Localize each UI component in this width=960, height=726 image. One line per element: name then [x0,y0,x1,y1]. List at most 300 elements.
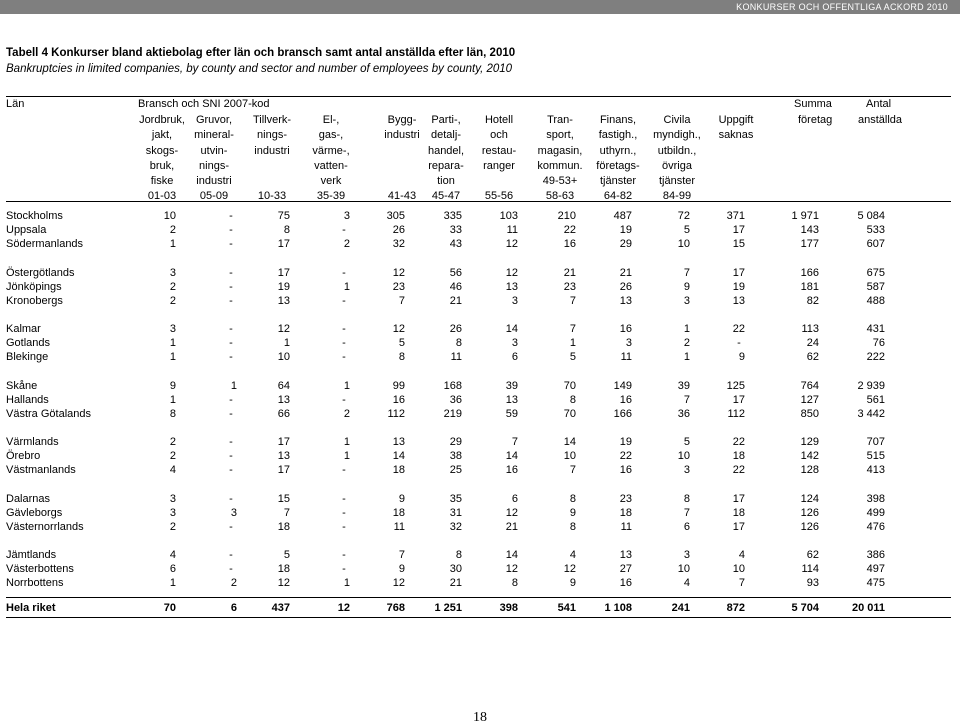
table-cell: 19 [277,280,290,293]
sector-header-line: restau- [481,144,517,157]
table-cell: 7 [569,294,576,307]
rule-header [6,201,951,202]
table-cell: 9 [683,280,690,293]
table-cell: 30 [449,563,462,576]
table-cell: 9 [569,577,576,590]
table-cell: 8 [569,492,576,505]
sector-header-line: 45-47 [431,190,461,203]
sector-header-line: nings- [257,129,287,142]
table-cell: 13 [277,294,290,307]
sector-header-line: värme-, [312,144,350,157]
sector-header-line [696,144,776,159]
table-cell: 149 [613,379,632,392]
table-cell: 5 704 [791,602,819,614]
table-cell: 35 [449,492,462,505]
table-cell: - [342,224,346,237]
sector-header-line: industri [254,144,290,157]
table-cell: 33 [449,224,462,237]
table-cell: - [342,266,346,279]
table-cell: 5 084 [857,210,885,222]
table-cell: 16 [505,464,518,477]
sector-header-line: Bygg- [387,114,417,126]
table-cell: 413 [866,464,885,477]
sector-header-line: 35-39 [316,190,346,203]
table-cell: 18 [277,520,290,533]
table-cell: 99 [392,379,405,392]
table-cell: 241 [671,602,690,614]
table-cell: 1 [683,351,690,364]
sector-header-line: 55-56 [484,190,514,203]
table-cell: 2 [343,238,350,251]
table-cell: 16 [619,323,632,335]
sector-header-line: 64-82 [603,190,633,203]
table-cell: 3 [511,337,518,350]
table-cell: 56 [449,266,462,279]
table-cell: 219 [443,407,462,420]
table-cell: 39 [505,379,518,392]
row-label: Västmanlands [6,464,76,477]
table-cell: - [229,238,233,251]
table-cell: 23 [392,280,405,293]
table-cell: 7 [569,464,576,477]
table-cell: 9 [398,492,405,505]
table-cell: 398 [866,492,885,505]
table-cell: 9 [398,563,405,576]
table-cell: 10 [563,450,576,463]
table-cell: 75 [277,210,290,222]
table-cell: 2 [683,337,690,350]
table-cell: 16 [563,238,576,251]
sector-header-line: 01-03 [147,190,177,203]
table-cell: 36 [449,393,462,406]
row-label: Jönköpings [6,280,62,293]
sector-header-line: tion [437,175,455,188]
table-cell: 181 [800,280,819,293]
table-cell: 76 [872,337,885,350]
table-cell: 13 [732,294,745,307]
sector-header-line: myndigh., [653,129,701,142]
table-cell: 16 [619,464,632,477]
sector-header-line: ranger [483,159,515,172]
table-cell: 29 [449,436,462,448]
row-label: Örebro [6,450,41,463]
table-cell: 15 [277,492,290,505]
table-cell: - [342,323,346,335]
table-cell: 113 [801,323,819,335]
row-label: Kalmar [6,323,41,335]
table-cell: 587 [866,280,885,293]
table-cell: 13 [619,549,632,561]
table-cell: 27 [619,563,632,576]
table-cell: 6 [511,351,518,364]
table-cell: 15 [732,238,745,251]
table-cell: - [342,563,346,576]
table-cell: 19 [619,224,632,237]
table-cell: 29 [619,238,632,251]
table-cell: 3 [683,464,690,477]
sector-header-line [696,189,776,204]
table-cell: 17 [732,393,745,406]
sector-header-line: handel, [427,144,465,157]
sector-header-line: 10-33 [257,190,287,203]
table-cell: 8 [511,577,518,590]
col-header-lan: Län [6,98,25,110]
table-cell: 5 [683,436,690,448]
table-cell: - [342,464,346,477]
table-cell: 62 [806,351,819,364]
table-cell: 124 [800,492,819,505]
sector-header-line: vatten- [314,159,348,172]
table-cell: - [229,294,233,307]
table-cell: 5 [683,224,690,237]
table-cell: 1 [569,337,576,350]
table-cell: 431 [866,323,885,335]
sector-header-line: Uppgift [718,114,754,126]
table-cell: 142 [800,450,819,463]
table-cell: - [229,224,233,237]
table-cell: - [229,563,233,576]
table-cell: 1 [343,436,350,448]
table-cell: 2 939 [857,379,885,392]
table-cell: 850 [800,407,819,420]
table-cell: 36 [677,407,690,420]
sector-header-line: sport, [546,129,574,142]
table-cell: 7 [569,323,576,335]
row-label: Östergötlands [6,266,75,279]
table-cell: 11 [450,351,462,364]
table-cell: 12 [505,266,518,279]
table-cell: 5 [283,549,290,561]
table-cell: 22 [619,450,632,463]
table-cell: 19 [732,280,745,293]
table-cell: 12 [277,577,290,590]
row-label: Västerbottens [6,563,74,576]
table-cell: 166 [613,407,632,420]
table-cell: 13 [277,450,290,463]
table-cell: 70 [563,407,576,420]
sector-header-line: Hotell [484,114,514,126]
table-cell: 70 [563,379,576,392]
table-cell: 11 [620,351,632,364]
table-cell: 1 [283,337,290,350]
row-label: Blekinge [6,351,49,364]
table-cell: - [737,337,741,350]
sector-header [291,113,371,205]
table-cell: 11 [506,224,518,237]
table-cell: 25 [449,464,462,477]
table-cell: 66 [277,407,290,420]
table-cell: 7 [683,506,690,519]
table-cell: - [342,393,346,406]
table-cell: 22 [732,323,745,335]
table-cell: 398 [499,602,518,614]
table-cell: 541 [557,602,576,614]
table-cell: 10 [732,563,745,576]
row-label: Uppsala [6,224,47,237]
sector-header-line: verk [320,175,342,188]
table-cell: 12 [392,266,405,279]
table-cell: - [229,492,233,505]
table-cell: 6 [683,520,690,533]
table-cell: 72 [677,210,690,222]
sector-header-line: uthyrn., [599,144,637,157]
table-cell: 18 [392,506,405,519]
sector-header-line: Tillverk- [252,114,292,126]
table-cell: 21 [449,577,462,590]
table-cell: - [342,294,346,307]
table-cell: 305 [386,210,405,222]
sector-header-line: övriga [662,159,692,172]
sector-header-line: utvin- [200,144,228,157]
table-cell: 39 [677,379,690,392]
table-cell: 128 [800,464,819,477]
table-cell: 12 [563,563,576,576]
col-header-antal-sub: anställda [858,114,903,126]
table-cell: 1 [169,393,176,406]
table-cell: 10 [163,210,176,222]
table-cell: 4 [738,549,745,561]
table-cell: 515 [866,450,885,463]
table-cell: 70 [163,602,176,614]
table-cell: 18 [732,506,745,519]
table-cell: 8 [569,393,576,406]
table-cell: 6 [169,563,176,576]
table-cell: 1 [343,280,350,293]
table-cell: 1 [169,337,176,350]
rule-total [6,597,951,598]
sector-header-line: Civila [663,114,691,126]
table-cell: 1 108 [604,602,632,614]
table-cell: - [229,337,233,350]
table-cell: 7 [738,577,745,590]
rule-bottom [6,617,951,618]
table-cell: 475 [866,577,885,590]
table-cell: 13 [392,436,405,448]
table-cell: 6 [511,492,518,505]
table-cell: - [229,280,233,293]
table-cell: - [342,520,346,533]
sector-header-line: 41-43 [387,190,417,203]
table-cell: 497 [866,563,885,576]
sector-header-line: Parti-, [431,114,461,126]
table-cell: 168 [443,379,462,392]
table-cell: 17 [277,266,290,279]
table-cell: 499 [866,506,885,519]
table-cell: 31 [449,506,462,519]
row-label: Västernorrlands [6,520,84,533]
table-cell: 1 [343,577,350,590]
row-label: Dalarnas [6,492,51,505]
table-cell: 2 [169,280,176,293]
sector-header-line: 58-63 [545,190,575,203]
table-cell: 3 [511,294,518,307]
table-cell: 8 [169,407,176,420]
table-cell: 12 [505,238,518,251]
sector-header-line: bruk, [149,159,175,172]
page-number: 18 [473,710,487,725]
table-cell: - [229,464,233,477]
table-cell: 20 011 [851,602,885,614]
table-cell: 3 [343,210,350,222]
table-cell: - [342,337,346,350]
sector-header [696,113,776,205]
table-cell: 10 [677,450,690,463]
table-cell: 12 [337,602,350,614]
header-bar [0,0,960,14]
table-cell: 12 [392,577,405,590]
table-cell: 371 [726,210,745,222]
table-cell: - [229,266,233,279]
table-cell: - [229,436,233,448]
table-cell: 16 [619,393,632,406]
table-cell: 7 [683,393,690,406]
table-cell: 17 [277,464,290,477]
table-cell: 1 [169,577,176,590]
table-cell: 1 251 [434,602,462,614]
table-cell: 14 [563,436,576,448]
sector-header-line: Finans, [599,114,637,126]
col-header-antal: Antal [866,98,892,110]
table-cell: 17 [732,224,745,237]
table-cell: 3 [169,323,176,335]
table-cell: 768 [386,602,405,614]
table-cell: 8 [569,520,576,533]
table-cell: 18 [392,464,405,477]
table-cell: 675 [866,266,885,279]
table-cell: 127 [800,393,819,406]
table-cell: - [229,450,233,463]
table-cell: 5 [398,337,405,350]
table-cell: 1 [169,351,176,364]
table-cell: 32 [449,520,462,533]
table-cell: 21 [505,520,518,533]
table-cell: 2 [343,407,350,420]
table-cell: 13 [619,294,632,307]
table-cell: 8 [455,337,462,350]
table-cell: 46 [449,280,462,293]
table-cell: 6 [230,602,237,614]
sector-header-line: saknas [718,129,754,142]
table-cell: 1 [683,323,690,335]
row-label: Norrbottens [6,577,64,590]
table-cell: 12 [392,323,405,335]
sector-header-line: jakt, [151,129,173,142]
table-cell: - [229,393,233,406]
table-cell: 7 [398,294,405,307]
table-cell: 3 [169,492,176,505]
table-cell: 8 [455,549,462,561]
table-cell: 3 [683,294,690,307]
table-cell: 23 [619,492,632,505]
table-cell: 166 [800,266,819,279]
table-cell: 19 [619,436,632,448]
table-cell: 9 [569,506,576,519]
sector-header-line: Tran- [547,114,573,126]
sector-header-line: utbildn., [657,144,697,157]
table-cell: 12 [277,323,290,335]
table-cell: 129 [800,436,819,448]
sector-header-line: kommun. [537,159,583,172]
table-cell: - [342,549,346,561]
table-cell: 10 [677,563,690,576]
table-cell: 3 442 [857,407,885,420]
table-cell: 43 [449,238,462,251]
table-cell: 16 [619,577,632,590]
table-cell: - [229,351,233,364]
table-cell: 21 [449,294,462,307]
sector-header-line: repara- [428,159,464,172]
table-cell: 210 [557,210,576,222]
table-cell: 437 [271,602,290,614]
col-header-summa-sub: företag [798,114,833,126]
table-cell: 1 [343,450,350,463]
table-cell: 14 [505,450,518,463]
table-cell: - [229,407,233,420]
sector-header-line: detalj- [431,129,461,142]
table-cell: 17 [732,266,745,279]
table-cell: 82 [806,294,819,307]
table-cell: 14 [392,450,405,463]
table-cell: 23 [563,280,576,293]
table-cell: 22 [732,436,745,448]
table-title: Tabell 4 Konkurser bland aktiebolag efter län och bransch samt antal anställda efter län, 2010 [6,47,516,59]
table-cell: 4 [169,464,176,477]
row-label: Gävleborgs [6,506,63,519]
table-cell: - [229,549,233,561]
sector-header-line: industri [196,175,232,188]
table-cell: 1 971 [791,210,819,222]
table-cell: 488 [866,294,885,307]
col-header-summa: Summa [794,98,832,110]
row-label: Södermanlands [6,238,84,251]
sector-header-line [696,174,776,189]
table-cell: 4 [169,549,176,561]
table-cell: 125 [726,379,745,392]
table-cell: 7 [398,549,405,561]
table-cell: 13 [505,393,518,406]
table-cell: 93 [806,577,819,590]
sector-header-line: Gruvor, [195,114,233,126]
table-cell: 2 [169,436,176,448]
table-cell: - [342,492,346,505]
table-cell: 26 [449,323,462,335]
table-cell: 24 [806,337,819,350]
col-header-bransch: Bransch och SNI 2007-kod [138,98,270,110]
table-cell: 2 [169,224,176,237]
row-label: Hela riket [6,602,56,614]
table-cell: 21 [619,266,632,279]
table-cell: 5 [569,351,576,364]
table-cell: 12 [505,506,518,519]
table-cell: 16 [392,393,405,406]
table-cell: 607 [866,238,885,251]
row-label: Jämtlands [6,549,57,561]
table-cell: 2 [230,577,237,590]
table-cell: 26 [619,280,632,293]
sector-header-line: Jordbruk, [139,114,185,126]
table-cell: 4 [569,549,576,561]
table-cell: 14 [505,323,518,335]
table-cell: 112 [727,407,745,420]
sector-header-line: tjänster [599,175,637,188]
table-cell: 7 [283,506,290,519]
table-cell: 8 [398,351,405,364]
row-label: Värmlands [6,436,59,448]
sector-header-line: industri [384,129,420,142]
row-label: Hallands [6,393,49,406]
sector-header-line: företags- [596,159,640,172]
table-cell: 14 [505,549,518,561]
